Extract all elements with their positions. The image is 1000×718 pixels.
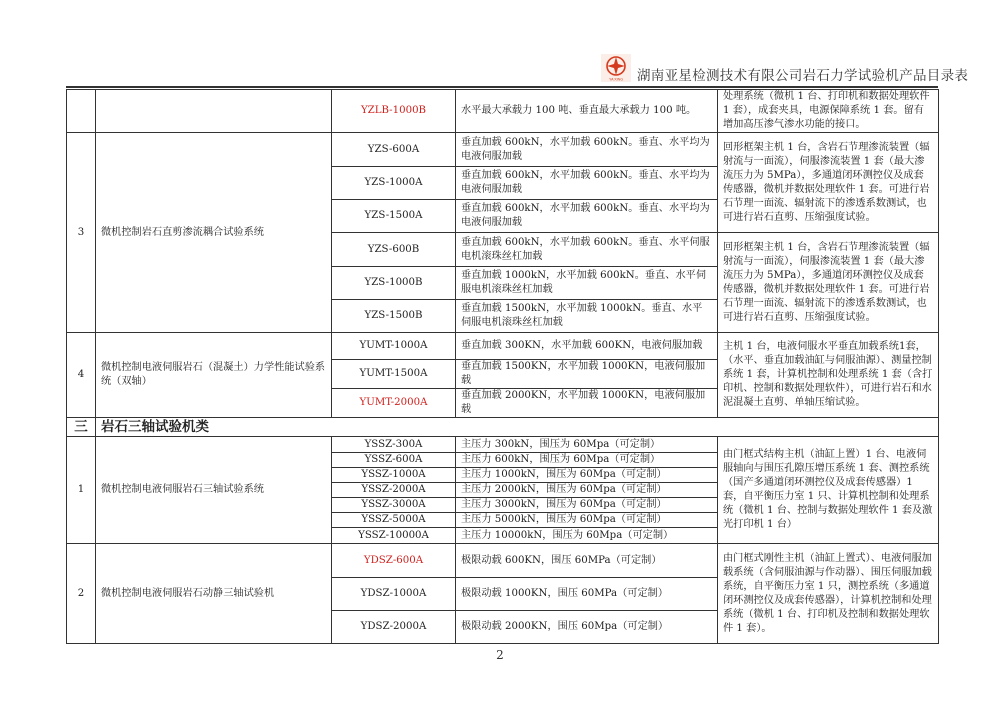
svg-text:YA XING: YA XING	[608, 77, 624, 82]
spec-cell: 垂直加载 600kN，水平加载 600kN。垂直、水平均为电液伺服加载	[456, 167, 718, 200]
model-cell: YSSZ-1000A	[332, 468, 456, 483]
spec-cell: 极限动载 600KN，围压 60MPa（可定制）	[456, 544, 718, 578]
model-cell: YUMT-1000A	[332, 333, 456, 360]
table-row	[67, 133, 939, 167]
table-row	[67, 90, 939, 133]
page-number: 2	[496, 648, 504, 662]
row-number-cell	[67, 90, 96, 133]
description-cell: 处理系统（微机 1 台、打印机和数据处理软件 1 套），成套夹具，电源保障系统 1 套。留有增加高压渗气渗水功能的接口。	[718, 90, 939, 133]
model-cell: YSSZ-5000A	[332, 513, 456, 528]
description-cell: 回形框架主机 1 台，含岩石节理渗流装置（辐射流与一面流），伺服渗流装置 1 套（最大渗流压力为 5MPa），多通道闭环测控仪及成套传感器，微机并数据处理软件 1 套。可进行岩石节理一面流、辐射流下的渗透系数测试，也可进行岩石直剪、压缩强度试验。	[718, 233, 939, 333]
description-cell: 由门框式刚性主机（油缸上置式）、电液伺服加载系统（含伺服油源与作动器）、围压伺服加载系统，自平衡压力室 1 只，测控系统（多通道闭环测控仪及成套传感器），计算机控制和处理系统（微机 1 台、打印机及控制和数据处理软件 1 套）。	[718, 544, 939, 644]
description-cell: 由门框式结构主机（油缸上置）1 台、电液伺服轴向与围压孔隙压增压系统 1 套、测控系统（国产多通道闭环测控仪及成套传感器）1 套，自平衡压力室 1 只、计算机控制和处理系统（微机 1 台、控制与数据处理软件 1 套及激光打印机 1 台）	[718, 437, 939, 544]
model-cell: YSSZ-3000A	[332, 498, 456, 513]
spec-cell: 垂直加载 600kN，水平加载 600kN。垂直、水平伺服电机滚珠丝杠加载	[456, 233, 718, 267]
spec-cell: 主压力 600kN，围压为 60Mpa（可定制）	[456, 453, 718, 468]
model-cell: YZS-600A	[332, 133, 456, 167]
description-cell: 主机 1 台，电液伺服水平垂直加载系统1套，（水平、垂直加载油缸与伺服油源）、测量控制系统 1 套，计算机控制和处理系统 1 套（含打印机、控制和数据处理软件），可进行岩石和水泥混凝土直剪、单轴压缩试验。	[718, 333, 939, 418]
model-cell: YUMT-1500A	[332, 360, 456, 389]
model-cell: YSSZ-300A	[332, 437, 456, 453]
spec-cell: 主压力 2000kN，围压为 60Mpa（可定制）	[456, 483, 718, 498]
section-header-row	[67, 418, 939, 437]
spec-cell: 水平最大承载力 100 吨、垂直最大承载力 100 吨。	[456, 90, 718, 133]
table-row	[67, 437, 939, 453]
model-cell: YSSZ-2000A	[332, 483, 456, 498]
product-catalog-table	[66, 89, 939, 644]
system-name-cell: 微机控制电液伺服岩石（混凝土）力学性能试验系统（双轴）	[96, 333, 332, 418]
model-cell: YSSZ-10000A	[332, 528, 456, 544]
row-number-cell: 3	[67, 133, 96, 333]
model-cell: YZS-1500A	[332, 200, 456, 233]
spec-cell: 垂直加载 300KN，水平加载 600KN，电液伺服加载	[456, 333, 718, 360]
table-row	[67, 333, 939, 360]
company-logo-icon	[601, 54, 631, 82]
spec-cell: 垂直加载 2000KN，水平加载 1000KN，电液伺服加载	[456, 389, 718, 418]
row-number-cell: 4	[67, 333, 96, 418]
spec-cell: 垂直加载 600kN，水平加载 600kN。垂直、水平均为电液伺服加载	[456, 133, 718, 167]
spec-cell: 主压力 5000kN，围压为 60Mpa（可定制）	[456, 513, 718, 528]
model-cell: YDSZ-600A	[332, 544, 456, 578]
model-cell: YZLB-1000B	[332, 90, 456, 133]
spec-cell: 主压力 10000kN，围压为 60Mpa（可定制）	[456, 528, 718, 544]
model-cell: YZS-1000A	[332, 167, 456, 200]
section-number: 三	[67, 418, 96, 437]
page-header	[0, 0, 1000, 90]
model-cell: YSSZ-600A	[332, 453, 456, 468]
spec-cell: 主压力 3000kN，围压为 60Mpa（可定制）	[456, 498, 718, 513]
system-name-cell: 微机控制电液伺服岩石动静三轴试验机	[96, 544, 332, 644]
spec-cell: 极限动载 2000KN，围压 60Mpa（可定制）	[456, 611, 718, 644]
model-cell: YZS-1500B	[332, 300, 456, 333]
table-row	[67, 544, 939, 578]
system-name-cell: 微机控制岩石直剪渗流耦合试验系统	[96, 133, 332, 333]
row-number-cell: 1	[67, 437, 96, 544]
model-cell: YZS-1000B	[332, 267, 456, 300]
section-title: 岩石三轴试验机类	[96, 418, 939, 437]
description-cell: 回形框架主机 1 台，含岩石节理渗流装置（辐射流与一面流），伺服渗流装置 1 套（最大渗流压力为 5MPa），多通道闭环测控仪及成套传感器，微机并数据处理软件 1 套。可进行岩石节理一面流、辐射流下的渗透系数测试，也可进行岩石直剪、压缩强度试验。	[718, 133, 939, 233]
spec-cell: 极限动载 1000KN，围压 60MPa（可定制）	[456, 578, 718, 611]
header-title: 湖南亚星检测技术有限公司岩石力学试验机产品目录表	[637, 68, 969, 84]
spec-cell: 主压力 1000kN，围压为 60Mpa（可定制）	[456, 468, 718, 483]
system-name-cell	[96, 90, 332, 133]
header-divider	[66, 86, 938, 88]
system-name-cell: 微机控制电液伺服岩石三轴试验系统	[96, 437, 332, 544]
spec-cell: 主压力 300kN，围压为 60Mpa（可定制）	[456, 437, 718, 453]
row-number-cell: 2	[67, 544, 96, 644]
spec-cell: 垂直加载 600kN，水平加载 600kN。垂直、水平均为电液伺服加载	[456, 200, 718, 233]
model-cell: YZS-600B	[332, 233, 456, 267]
model-cell: YUMT-2000A	[332, 389, 456, 418]
model-cell: YDSZ-1000A	[332, 578, 456, 611]
spec-cell: 垂直加载 1500KN，水平加载 1000KN，电液伺服加载	[456, 360, 718, 389]
spec-cell: 垂直加载 1500kN，水平加载 1000kN。垂直、水平伺服电机滚珠丝杠加载	[456, 300, 718, 333]
model-cell: YDSZ-2000A	[332, 611, 456, 644]
spec-cell: 垂直加载 1000kN，水平加载 600kN。垂直、水平伺服电机滚珠丝杠加载	[456, 267, 718, 300]
